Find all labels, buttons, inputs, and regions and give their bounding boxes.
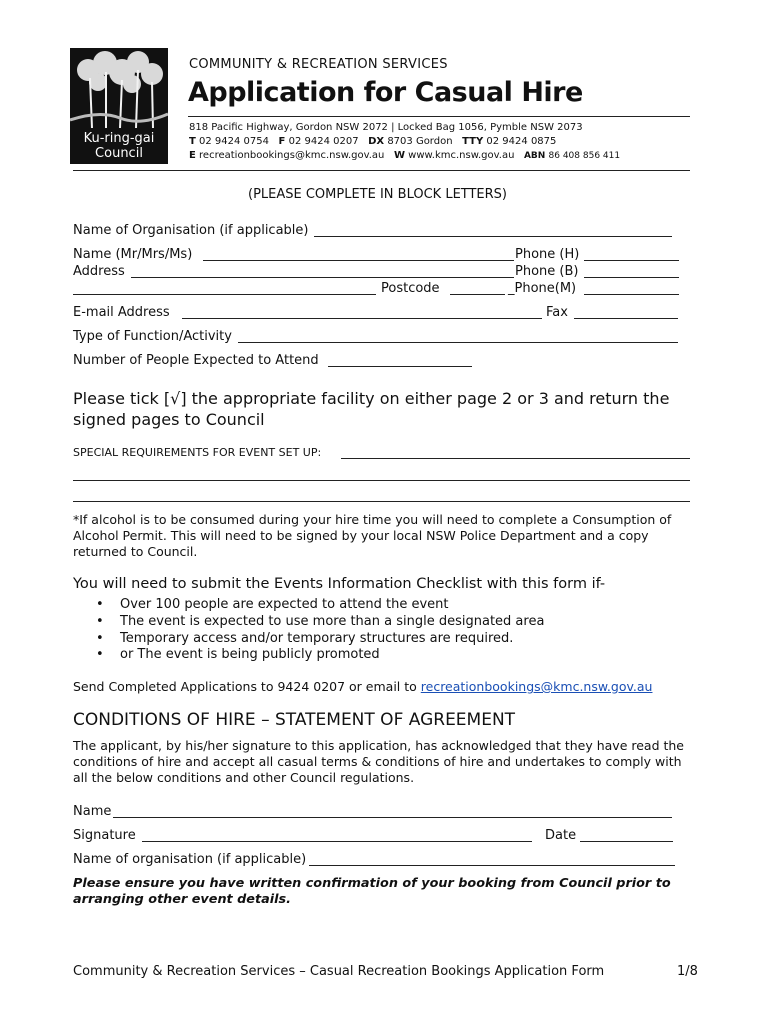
fax-label: Fax bbox=[546, 305, 568, 320]
signature-field[interactable] bbox=[142, 841, 532, 842]
send-instructions: Send Completed Applications to 9424 0207 or email to recreationbookings@kmc.nsw.gov.au bbox=[73, 679, 653, 694]
postcode-label: Postcode bbox=[381, 281, 440, 296]
phone-b-label: Phone (B) bbox=[515, 264, 579, 279]
email-link[interactable]: recreationbookings@kmc.nsw.gov.au bbox=[420, 679, 653, 694]
page-title: Application for Casual Hire bbox=[188, 77, 583, 108]
tick-notice-line-2: signed pages to Council bbox=[73, 410, 265, 429]
email-field[interactable] bbox=[182, 318, 542, 319]
bullet-icon: • bbox=[96, 597, 104, 612]
logo-line-1: Ku-ring-gai bbox=[83, 131, 155, 146]
checklist-heading: You will need to submit the Events Information Checklist with this form if- bbox=[73, 576, 606, 592]
signatory-org-label: Name of organisation (if applicable) bbox=[73, 852, 307, 867]
footer-text: Community & Recreation Services – Casual Recreation Bookings Application Form bbox=[73, 964, 605, 979]
bullet-icon: • bbox=[96, 614, 104, 629]
logo-line-2: Council bbox=[95, 146, 143, 161]
block-letters-instruction: (PLEASE COMPLETE IN BLOCK LETTERS) bbox=[248, 187, 508, 202]
department-name: COMMUNITY & RECREATION SERVICES bbox=[189, 57, 448, 72]
phone-m-field[interactable] bbox=[584, 294, 679, 295]
address-label: Address bbox=[73, 264, 125, 279]
organisation-label: Name of Organisation (if applicable) bbox=[73, 223, 309, 238]
postcode-field[interactable] bbox=[450, 294, 505, 295]
special-requirements-field[interactable] bbox=[341, 458, 690, 459]
signatory-name-label: Name bbox=[73, 804, 112, 819]
list-item: • Temporary access and/or temporary structures are required. bbox=[96, 631, 514, 646]
phone-b-field[interactable] bbox=[584, 277, 679, 278]
special-requirements-line-2[interactable] bbox=[73, 480, 690, 481]
conditions-body: The applicant, by his/her signature to this application, has acknowledged that they have read the conditions of hire and accept all casual terms & conditions of hire and undertakes to comply with all the below conditions and other Council regulations. bbox=[73, 738, 684, 785]
phone-h-field[interactable] bbox=[584, 260, 679, 261]
phone-h-label: Phone (H) bbox=[515, 247, 580, 262]
address-field-line-2[interactable] bbox=[73, 294, 376, 295]
name-field[interactable] bbox=[203, 260, 514, 261]
function-label: Type of Function/Activity bbox=[73, 329, 232, 344]
fax-field[interactable] bbox=[574, 318, 678, 319]
people-label: Number of People Expected to Attend bbox=[73, 353, 319, 368]
phone-m-label: _Phone(M) bbox=[508, 281, 577, 296]
email-label: E-mail Address bbox=[73, 305, 170, 320]
address-line: 818 Pacific Highway, Gordon NSW 2072 | Locked Bag 1056, Pymble NSW 2073 bbox=[189, 122, 583, 133]
signatory-name-field[interactable] bbox=[113, 817, 672, 818]
bullet-icon: • bbox=[96, 647, 104, 662]
confirmation-note: Please ensure you have written confirmation of your booking from Council prior to arranging other event details. bbox=[73, 876, 671, 907]
contact-line-1: T 02 9424 0754 F 02 9424 0207 DX 8703 Gordon TTY 02 9424 0875 bbox=[189, 136, 557, 147]
list-item: • or The event is being publicly promoted bbox=[96, 647, 380, 662]
alcohol-note: *If alcohol is to be consumed during your hire time you will need to complete a Consumption of Alcohol Permit. This will need to be signed by your local NSW Police Department and a copy returned to Council. bbox=[73, 512, 672, 559]
title-rule bbox=[188, 116, 690, 117]
bullet-icon: • bbox=[96, 631, 104, 646]
organisation-field[interactable] bbox=[314, 236, 672, 237]
list-item: • Over 100 people are expected to attend the event bbox=[96, 597, 449, 612]
special-requirements-line-3[interactable] bbox=[73, 501, 690, 502]
special-requirements-label: SPECIAL REQUIREMENTS FOR EVENT SET UP: bbox=[73, 446, 322, 459]
conditions-heading: CONDITIONS OF HIRE – STATEMENT OF AGREEMENT bbox=[73, 710, 516, 730]
function-field[interactable] bbox=[238, 342, 678, 343]
address-field[interactable] bbox=[131, 277, 514, 278]
name-label: Name (Mr/Mrs/Ms) bbox=[73, 247, 193, 262]
date-label: Date bbox=[545, 828, 577, 843]
page-number: 1/8 bbox=[677, 964, 698, 979]
date-field[interactable] bbox=[580, 841, 673, 842]
contact-line-2: E recreationbookings@kmc.nsw.gov.au W www.kmc.nsw.gov.au ABN 86 408 856 411 bbox=[189, 150, 621, 161]
list-item: • The event is expected to use more than a single designated area bbox=[96, 614, 545, 629]
signatory-org-field[interactable] bbox=[309, 865, 675, 866]
people-field[interactable] bbox=[328, 366, 472, 367]
signature-label: Signature bbox=[73, 828, 136, 843]
council-logo bbox=[70, 48, 168, 164]
trees-icon bbox=[70, 48, 168, 128]
tick-notice-line-1: Please tick [√] the appropriate facility on either page 2 or 3 and return the bbox=[73, 389, 670, 408]
header-rule bbox=[73, 170, 690, 171]
